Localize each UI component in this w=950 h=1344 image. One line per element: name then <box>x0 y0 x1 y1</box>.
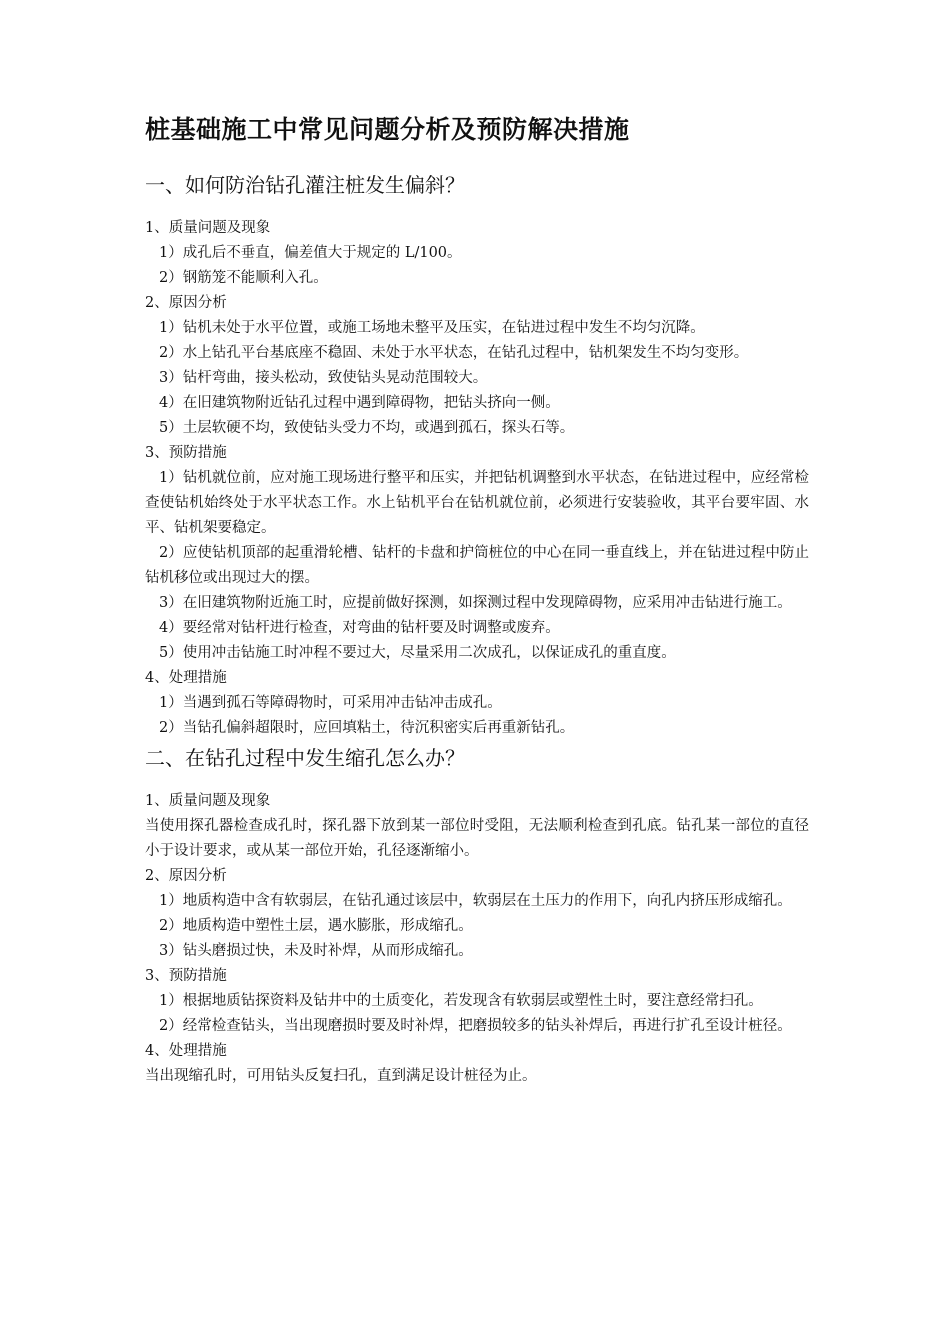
list-item: 1）钻机就位前，应对施工现场进行整平和压实，并把钻机调整到水平状态，在钻进过程中，应经常检查使钻机始终处于水平状态工作。水上钻机平台在钻机就位前，必须进行安装验收，其平台要牢固、水平、钻机架要稳定。 <box>145 470 809 536</box>
list-item: 2）水上钻孔平台基底座不稳固、未处于水平状态，在钻孔过程中，钻机架发生不均匀变形。 <box>159 345 749 361</box>
subheading: 1、质量问题及现象 <box>145 793 271 809</box>
list-item: 3）钻头磨损过快，未及时补焊，从而形成缩孔。 <box>159 943 473 959</box>
list-item: 1）成孔后不垂直，偏差值大于规定的 L/100。 <box>159 245 462 261</box>
list-item: 5）土层软硬不均，致使钻头受力不均，或遇到孤石，探头石等。 <box>159 420 575 436</box>
list-item: 2）钢筋笼不能顺利入孔。 <box>159 270 328 286</box>
list-item: 5）使用冲击钻施工时冲程不要过大，尽量采用二次成孔，以保证成孔的重直度。 <box>159 645 676 661</box>
section-heading-2: 二、在钻孔过程中发生缩孔怎么办？ <box>145 746 465 770</box>
list-item: 3）钻杆弯曲，接头松动，致使钻头晃动范围较大。 <box>159 370 488 386</box>
subheading: 4、处理措施 <box>145 670 227 686</box>
subheading: 2、原因分析 <box>145 295 227 311</box>
subheading: 1、质量问题及现象 <box>145 220 271 236</box>
list-item: 2）当钻孔偏斜超限时，应回填粘土，待沉积密实后再重新钻孔。 <box>159 720 575 736</box>
list-item: 2）应使钻机顶部的起重滑轮槽、钻杆的卡盘和护筒桩位的中心在同一垂直线上，并在钻进过程中防止钻机移位或出现过大的摆。 <box>145 545 809 586</box>
list-item: 4）要经常对钻杆进行检查，对弯曲的钻杆要及时调整或废弃。 <box>159 620 560 636</box>
list-item: 1）当遇到孤石等障碍物时，可采用冲击钻冲击成孔。 <box>159 695 502 711</box>
list-item: 2）经常检查钻头，当出现磨损时要及时补焊，把磨损较多的钻头补焊后，再进行扩孔至设计桩径。 <box>159 1018 792 1034</box>
list-item: 2）地质构造中塑性土层，遇水膨胀，形成缩孔。 <box>159 918 473 934</box>
list-item: 1）钻机未处于水平位置，或施工场地未整平及压实，在钻进过程中发生不均匀沉降。 <box>159 320 705 336</box>
list-item: 4）在旧建筑物附近钻孔过程中遇到障碍物，把钻头挤向一侧。 <box>159 395 560 411</box>
section-heading-1: 一、如何防治钻孔灌注桩发生偏斜？ <box>145 173 465 197</box>
paragraph: 当使用探孔器检查成孔时，探孔器下放到某一部位时受阻，无法顺利检查到孔底。钻孔某一部位的直径小于设计要求，或从某一部位开始，孔径逐渐缩小。 <box>145 818 809 859</box>
subheading: 3、预防措施 <box>145 968 227 984</box>
document-page <box>145 112 809 1089</box>
list-item: 1）根据地质钻探资料及钻井中的土质变化，若发现含有软弱层或塑性土时，要注意经常扫孔。 <box>159 993 763 1009</box>
paragraph: 当出现缩孔时，可用钻头反复扫孔，直到满足设计桩径为止。 <box>145 1068 537 1084</box>
list-item: 1）地质构造中含有软弱层，在钻孔通过该层中，软弱层在土压力的作用下，向孔内挤压形成缩孔。 <box>159 893 792 909</box>
list-item: 3）在旧建筑物附近施工时，应提前做好探测，如探测过程中发现障碍物，应采用冲击钻进行施工。 <box>159 595 792 611</box>
subheading: 4、处理措施 <box>145 1043 227 1059</box>
subheading: 3、预防措施 <box>145 445 227 461</box>
document-title: 桩基础施工中常见问题分析及预防解决措施 <box>145 115 630 144</box>
subheading: 2、原因分析 <box>145 868 227 884</box>
